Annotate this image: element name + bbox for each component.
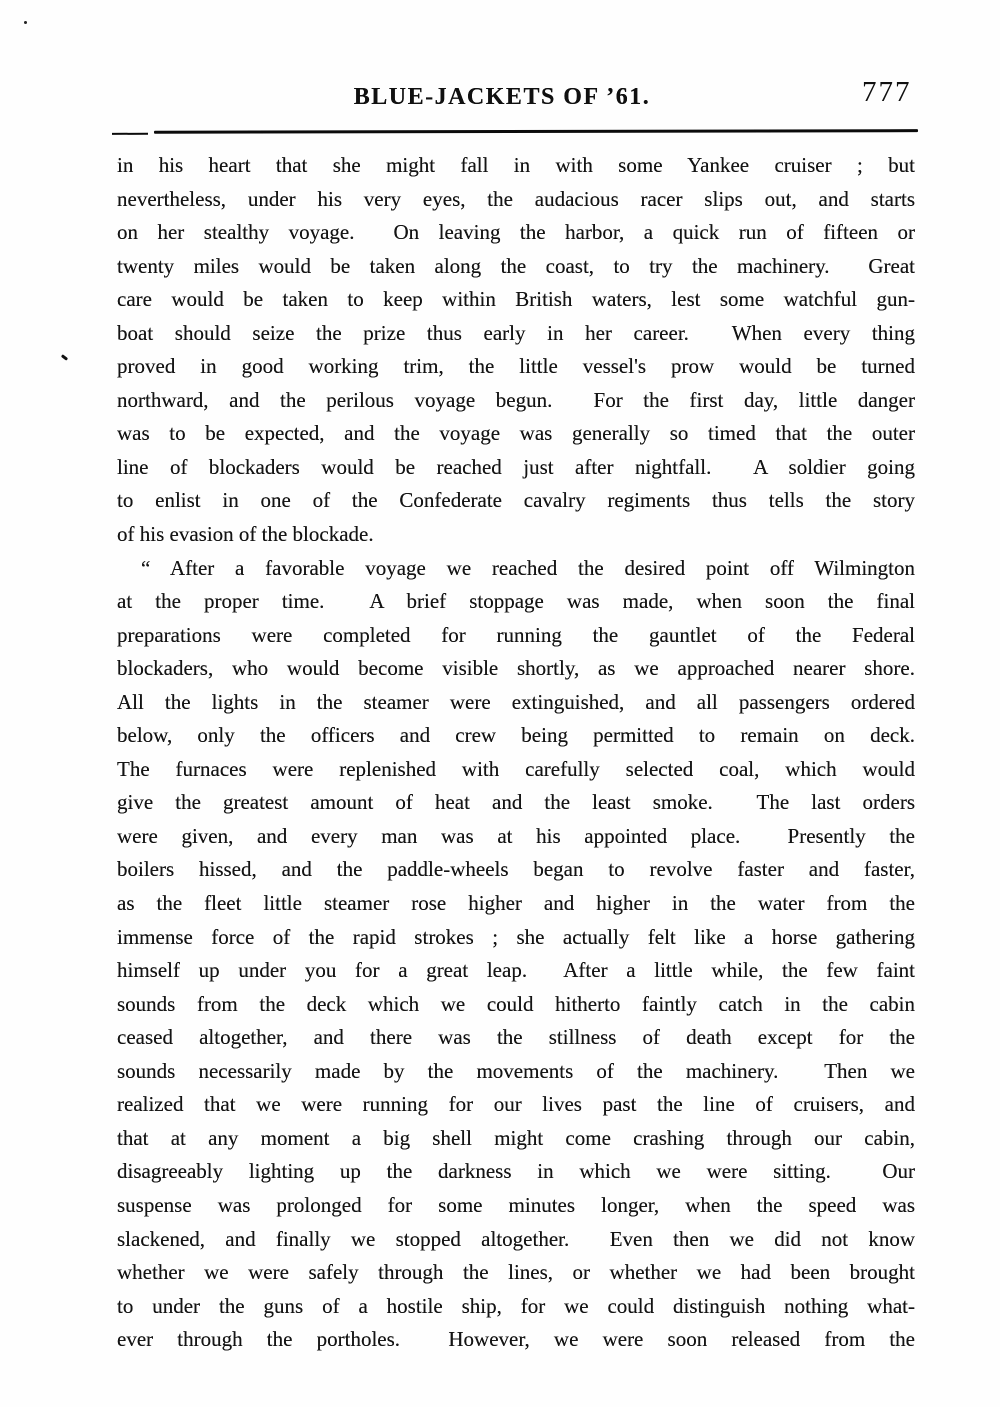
text-line: on her stealthy voyage. On leaving the harbor, a quick run of fifteen or: [117, 220, 915, 245]
text-line: of his evasion of the blockade.: [117, 522, 374, 547]
text-line: sounds from the deck which we could hitherto faintly catch in the cabin: [117, 991, 915, 1016]
text-line: ever through the portholes. However, we were soon released from the: [117, 1327, 915, 1352]
text-line: line of blockaders would be reached just after nightfall. A soldier going: [117, 454, 915, 479]
text-line: suspense was prolonged for some minutes longer, when the speed was: [117, 1192, 915, 1217]
text-line: The furnaces were replenished with carefully selected coal, which would: [117, 756, 915, 781]
page-number: 777: [862, 76, 912, 108]
text-line: at the proper time. A brief stoppage was made, when soon the final: [117, 589, 915, 614]
text-line: in his heart that she might fall in with some Yankee cruiser ; but: [117, 153, 915, 177]
text-line: disagreeably lighting up the darkness in which we were sitting. Our: [117, 1159, 915, 1184]
text-line: All the lights in the steamer were extinguished, and all passengers ordered: [117, 689, 915, 714]
text-line: immense force of the rapid strokes ; she actually felt like a horse gathering: [117, 924, 915, 949]
text-line: “ After a favorable voyage we reached the desired point off Wilmington: [141, 555, 915, 580]
text-line: as the fleet little steamer rose higher and higher in the water from the: [117, 891, 915, 916]
text-line: preparations were completed for running the gauntlet of the Federal: [117, 622, 915, 647]
text-line: below, only the officers and crew being permitted to remain on deck.: [117, 723, 915, 748]
text-line: northward, and the perilous voyage begun. For the first day, little danger: [117, 387, 915, 412]
body-text: [117, 149, 915, 1357]
text-line: was to be expected, and the voyage was generally so timed that the outer: [117, 421, 915, 446]
text-line: sounds necessarily made by the movements of the machinery. Then we: [117, 1058, 915, 1083]
scan-speck-top-left: [24, 21, 27, 24]
text-line: that at any moment a big shell might come crashing through our cabin,: [117, 1125, 915, 1150]
text-line: nevertheless, under his very eyes, the audacious racer slips out, and starts: [117, 186, 915, 211]
text-line: boat should seize the prize thus early in her career. When every thing: [117, 320, 915, 345]
text-line: to enlist in one of the Confederate cavalry regiments thus tells the story: [117, 488, 915, 513]
text-line: slackened, and finally we stopped altogether. Even then we did not know: [117, 1226, 915, 1251]
running-title: BLUE-JACKETS OF ’61.: [353, 84, 651, 110]
scan-speck-margin: [61, 354, 68, 361]
text-line: give the greatest amount of heat and the least smoke. The last orders: [117, 790, 915, 815]
text-line: ceased altogether, and there was the stillness of death except for the: [117, 1025, 915, 1050]
text-line: twenty miles would be taken along the coast, to try the machinery. Great: [117, 253, 915, 278]
text-line: to under the guns of a hostile ship, for we could distinguish nothing what-: [117, 1293, 915, 1318]
header-rule-segment: [112, 132, 148, 134]
text-line: blockaders, who would become visible shortly, as we approached nearer shore.: [117, 656, 915, 681]
text-line: realized that we were running for our lives past the line of cruisers, and: [117, 1092, 915, 1117]
header-rule-segment: [154, 129, 918, 134]
text-line: care would be taken to keep within British waters, lest some watchful gun-: [117, 287, 915, 312]
text-line: proved in good working trim, the little vessel's prow would be turned: [117, 354, 915, 379]
text-line: himself up under you for a great leap. After a little while, the few faint: [117, 958, 915, 983]
text-line: whether we were safely through the lines, or whether we had been brought: [117, 1260, 915, 1285]
text-line: boilers hissed, and the paddle-wheels began to revolve faster and faster,: [117, 857, 915, 882]
text-line: were given, and every man was at his appointed place. Presently the: [117, 823, 915, 848]
header-rule: [112, 128, 918, 135]
